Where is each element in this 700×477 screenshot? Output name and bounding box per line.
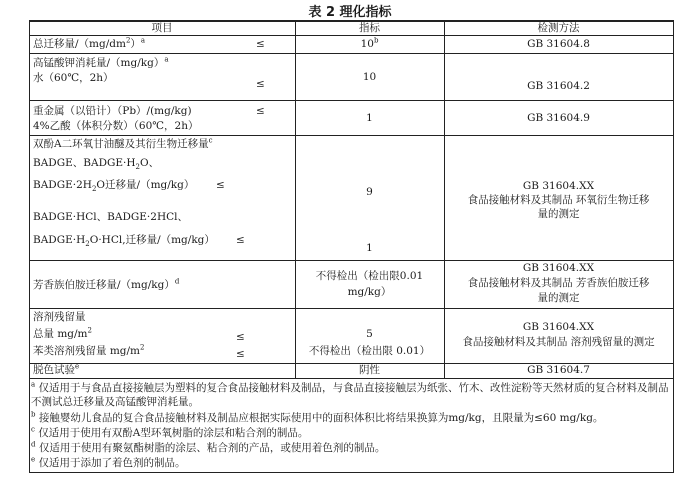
row5-method-line2: 食品接触材料及其制品 芳香族伯胺迁移: [467, 277, 650, 289]
row-divider: [29, 308, 674, 309]
row4-value1: 9: [366, 186, 373, 198]
row5-value-line1: 不得检出（检出限0.01: [315, 270, 424, 282]
row4-le1: ≤: [216, 179, 225, 191]
row7-item: 脱色试验$^e$: [33, 362, 80, 376]
footnote-a: $^a$ 仅适用于与食品直接接触层为塑料的复合食品接触材料及制品，与食品直接接触层为纸张、竹木、改性淀粉等天然材质的复合材料及制品不测试总迁移量及高锰酸钾消耗量。: [31, 380, 669, 408]
row4-method-line3: 量的测定: [537, 208, 580, 220]
row4-item-line5: $BADGE\cdot H_2O\cdot HCl$,迁移量/（mg/kg）: [33, 234, 215, 249]
row6-method-line2: 食品接触材料及其制品 溶剂残留量的测定: [462, 336, 655, 348]
row1-value: 10$^b$: [360, 36, 379, 50]
row6-item-line1: 溶剂残留量: [33, 311, 86, 323]
row4-le2: ≤: [236, 234, 245, 246]
row5-method-line1: GB 31604.XX: [522, 262, 595, 274]
row5-method-line3: 量的测定: [537, 292, 580, 304]
footnote-c: $^c$ 仅适用于使用有双酚A型环氧树脂的涂层和粘合剂的制品。: [31, 425, 309, 439]
table-title: 表 2 理化指标: [308, 5, 392, 20]
footnote-d: $^d$ 仅适用于使用有聚氨酯树脂的涂层、粘合剂的产品，或使用着色剂的制品。: [31, 440, 386, 454]
row1-method: GB 31604.8: [527, 38, 590, 50]
footnote-mark: c: [208, 136, 213, 145]
row3-value: 1: [366, 112, 373, 124]
header-method: 检测方法: [537, 22, 580, 34]
footnote-mark: a: [164, 55, 169, 64]
row4-item-line2: BADGE、$BADGE\cdot H_2O$、: [33, 157, 160, 172]
row7-method: GB 31604.7: [527, 364, 590, 376]
row3-le: ≤: [256, 105, 265, 117]
table-bottom-border: [29, 472, 674, 473]
header-item: 项目: [151, 22, 173, 34]
row4-item-line4: BADGE·HCl、BADGE·2HCl、: [33, 211, 188, 223]
row2-item-line2: 水（60℃，2h）: [33, 72, 114, 84]
row6-method-line1: GB 31604.XX: [522, 321, 595, 333]
footnote-mark: a: [140, 36, 146, 45]
table-right-border: [673, 20, 674, 473]
row2-value: 10: [362, 71, 377, 83]
row6-item-line2: 总量 $mg/m^2$: [33, 326, 92, 340]
row6-item-line3: 苯类溶剂残留量 $mg/m^2$: [33, 343, 145, 357]
row4-item-line3: $BADGE\cdot 2H_2O$迁移量/（mg/kg）: [33, 179, 195, 194]
row6-value1: 5: [366, 328, 373, 340]
row-divider: [29, 100, 674, 101]
row2-method: GB 31604.2: [527, 80, 590, 92]
row2-le: ≤: [256, 78, 265, 90]
row3-item-line2: 4%乙酸（体积分数）（60℃，2h）: [33, 120, 199, 132]
row6-le2: ≤: [236, 348, 245, 360]
row-divider: [29, 378, 674, 379]
row4-method-line2: 食品接触材料及其制品 环氧衍生物迁移: [467, 194, 650, 206]
row4-value2: 1: [366, 242, 373, 254]
row7-value: 阴性: [359, 364, 380, 376]
row-divider: [29, 260, 674, 261]
row3-item-line1: 重金属（以铅计）（Pb）/(mg/kg): [33, 105, 192, 117]
row5-item: 芳香族伯胺迁移量$/(mg/kg)^d$: [33, 277, 180, 291]
row1-le: ≤: [256, 38, 265, 50]
header-indicator: 指标: [359, 22, 380, 34]
row4-method-line1: GB 31604.XX: [522, 180, 595, 192]
row1-item: 总迁移量$/(mg/dm^2)^a$: [33, 36, 146, 50]
footnote-mark: e: [75, 362, 80, 371]
row6-value2: 不得检出（检出限 0.01）: [308, 345, 431, 357]
row-divider: [29, 135, 674, 136]
row2-item-line1: 高锰酸钾消耗量$/(mg/kg)^a$: [33, 55, 169, 69]
row3-method: GB 31604.9: [527, 112, 590, 124]
row5-value-line2: mg/kg）: [347, 286, 392, 298]
footnote-mark: d: [174, 277, 180, 286]
table-left-border: [29, 20, 30, 473]
row6-le1: ≤: [236, 331, 245, 343]
footnote-e: $^e$ 仅适用于添加了着色剂的制品。: [31, 455, 186, 469]
footnote-b: $^b$ 接触婴幼儿食品的复合食品接触材料及制品应根据实际使用中的面积体积比将结果换算为mg/kg，且限量为≤60 mg/kg。: [31, 410, 604, 424]
footnote-mark: b: [373, 36, 379, 45]
row4-item-line1: 双酚A二环氧甘油醚及其衍生物迁移量$^c$: [33, 136, 213, 150]
row-divider: [29, 53, 674, 54]
